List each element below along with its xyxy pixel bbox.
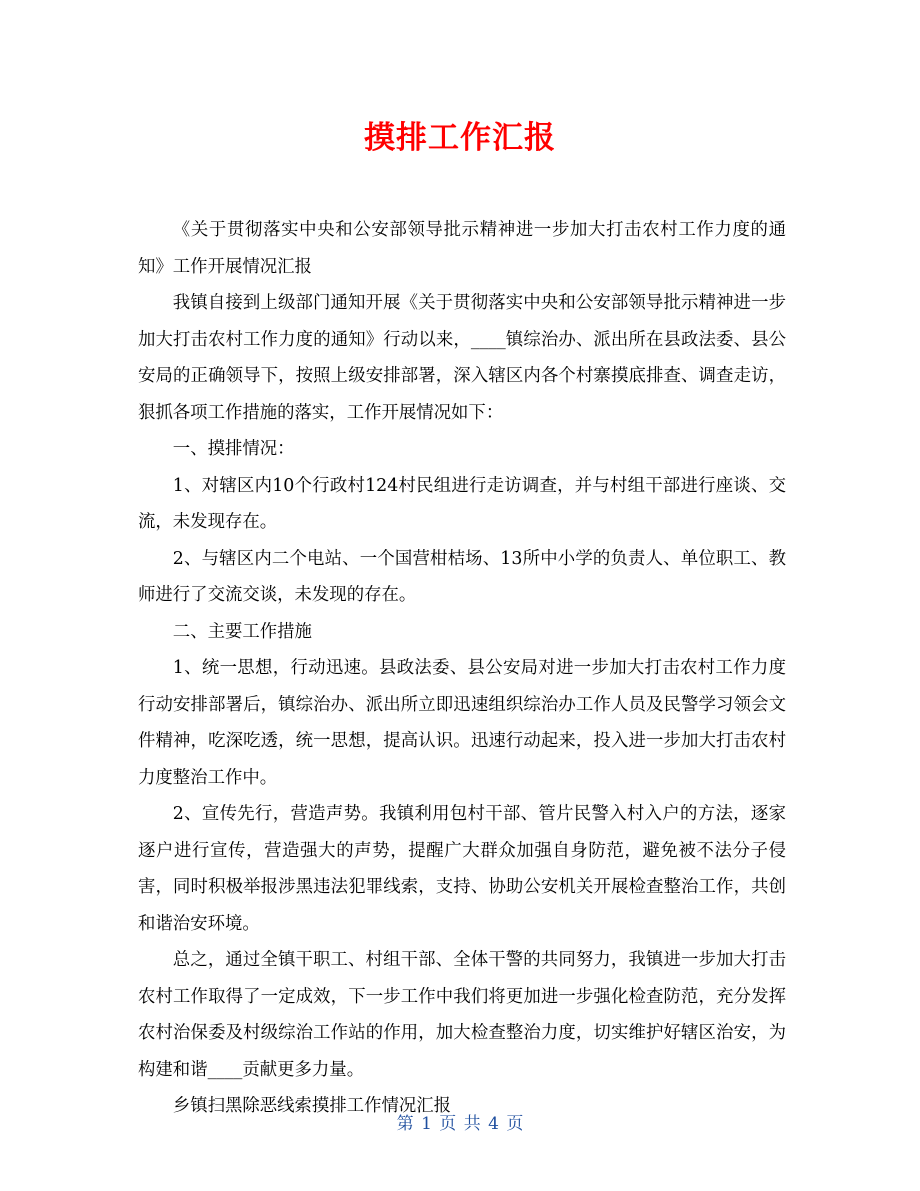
- paragraph-investigation-1: 1、对辖区内10个行政村124村民组进行走访调查，并与村组干部进行座谈、交流，未发现存在。: [138, 475, 786, 532]
- section-heading-measures: 二、主要工作措施: [172, 621, 312, 642]
- paragraph-measure-1: 1、统一思想，行动迅速。县政法委、县公安局对进一步加大打击农村工作力度行动安排部署后，镇综治办、派出所立即迅速组织综治办工作人员及民警学习领会文件精神，吃深吃透，统一思想，提高认识。迅速行动起来，投入进一步加大打击农村力度整治工作中。: [138, 658, 786, 788]
- document-body: [138, 212, 786, 1125]
- page-number-footer: 第 1 页 共 4 页: [396, 1114, 524, 1134]
- section-heading-investigation: 一、摸排情况：: [172, 439, 295, 459]
- paragraph-investigation-2: 2、与辖区内二个电站、一个国营柑桔场、13所中小学的负责人、单位职工、教师进行了交流交谈，未发现的存在。: [138, 548, 786, 605]
- paragraph-summary: 总之，通过全镇干职工、村组干部、全体干警的共同努力，我镇进一步加大打击农村工作取得了一定成效，下一步工作中我们将更加进一步强化检查防范，充分发挥农村治保委及村级综治工作站的作用，加大检查整治力度，切实维护好辖区治安，为构建和谐____贡献更多力量。: [138, 950, 786, 1080]
- paragraph-intro: 我镇自接到上级部门通知开展《关于贯彻落实中央和公安部领导批示精神进一步加大打击农村工作力度的通知》行动以来，____镇综治办、派出所在县政法委、县公安局的正确领导下，按照上级安排部署，深入辖区内各个村寨摸底排查、调查走访，狠抓各项工作措施的落实，工作开展情况如下：: [138, 293, 786, 423]
- document-title: 摸排工作汇报: [364, 120, 556, 156]
- paragraph-subject: 《关于贯彻落实中央和公安部领导批示精神进一步加大打击农村工作力度的通知》工作开展情况汇报: [138, 220, 786, 277]
- paragraph-next-title: 乡镇扫黑除恶线索摸排工作情况汇报: [172, 1096, 452, 1116]
- paragraph-measure-2: 2、宣传先行，营造声势。我镇利用包村干部、管片民警入村入户的方法，逐家逐户进行宣传，营造强大的声势，提醒广大群众加强自身防范，避免被不法分子侵害，同时积极举报涉黑违法犯罪线索，支持、协助公安机关开展检查整治工作，共创和谐治安环境。: [138, 804, 786, 934]
